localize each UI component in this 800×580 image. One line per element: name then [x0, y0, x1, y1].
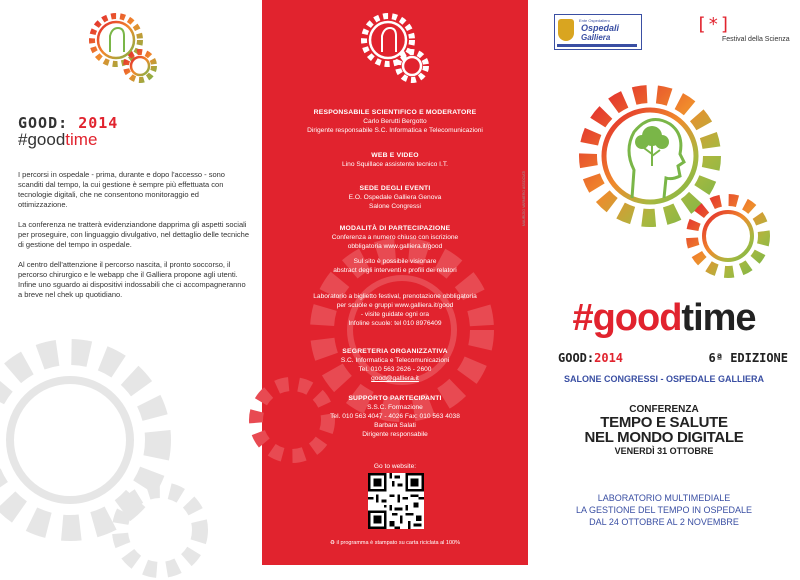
gear-head-illustration-icon — [572, 70, 782, 300]
gear-logo-icon — [354, 6, 434, 86]
intro-paragraph: La conferenza ne tratterà evidenziandone dapprima gli aspetti sociali per proseguire, con linguaggio divulgativo, nel dettaglio delle tecniche di gestione del tempo in ospedale. — [18, 220, 249, 249]
link-galliera-good[interactable]: obbligatoria www.galliera.it/good — [347, 243, 443, 250]
intro-text — [18, 170, 250, 310]
section-segreteria: SEGRETERIA ORGANIZZATIVA S.C. Informatica e Telecomunicazioni Tel. 010 563 2626 - 2600 good@galliera.it — [262, 347, 528, 383]
recycled-paper-note: ♻ il programma è stampato su carta riciclata al 100% — [330, 540, 460, 546]
intro-paragraph: Al centro dell'attenzione il percorso nascita, il pronto soccorso, il percorso chirurgico e le webapp che il Galliera propone agli utenti. Infine uno sguardo ai dispositivi indossabili che ci accompagneranno a breve nel chek up quotidiano. — [18, 260, 246, 299]
section-supporto: SUPPORTO PARTECIPANTI S.S.C. Formazione Tel. 010 563 4047 - 4026 Fax: 010 563 4038 Barbara Salati Dirigente responsabile — [330, 395, 460, 438]
section-web-video: WEB E VIDEO Lino Squillace assistente tecnico I.T. — [342, 152, 448, 168]
crest-icon — [558, 19, 574, 41]
email-link[interactable]: good@galliera.it — [371, 375, 419, 382]
goodtime-title: #goodtime — [572, 297, 756, 339]
right-panel — [522, 0, 800, 565]
goodtime-hashtag: #goodtime — [18, 130, 98, 149]
venue-label: SALONE CONGRESSI - OSPEDALE GALLIERA — [563, 374, 765, 384]
section-sede: SEDE DEGLI EVENTI E.O. Ospedale Galliera Genova Salone Congressi — [348, 185, 442, 210]
section-sito: Sul sito è possibile visionare abstract degli interventi e profili dei relatori — [333, 258, 457, 274]
website-label: Go to website: — [373, 463, 417, 470]
laboratory-block: LABORATORIO MULTIMEDIALE LA GESTIONE DEL TEMPO IN OSPEDALE DAL 24 OTTOBRE AL 2 NOVEMBRE — [575, 493, 753, 527]
section-responsabile: RESPONSABILE SCIENTIFICO E MODERATORE Carlo Berutti Bergotto Dirigente responsabile S.C. Informatica e Telecomunicazioni — [307, 109, 483, 134]
section-modalita: MODALITÀ DI PARTECIPAZIONE Conferenza a numero chiuso con iscrizione obbligatoria www.galliera.it/good — [262, 224, 528, 251]
middle-panel — [262, 0, 528, 565]
conference-block: CONFERENZA TEMPO E SALUTE NEL MONDO DIGITALE VENERDÌ 31 OTTOBRE — [584, 404, 744, 456]
qr-code[interactable] — [368, 473, 424, 529]
decorative-gear-icon — [0, 320, 220, 580]
gear-logo-icon — [82, 6, 162, 86]
intro-paragraph: I percorsi in ospedale - prima, durante e dopo l'accesso - sono scanditi dal tempo, la cui gestione è sempre più effettuata con tecnologie digitali, che ne consentono monitoraggio ed ottimizzazione. — [18, 170, 225, 209]
qr-code-icon — [368, 473, 424, 529]
edition-label: 6ª EDIZIONE — [708, 351, 788, 365]
festival-della-scienza-logo: [*] Festival della Scienza — [696, 14, 790, 43]
good-2014-logo: GOOD: 2014 — [18, 114, 119, 132]
left-panel — [0, 0, 262, 565]
section-laboratorio: Laboratorio a biglietto festival, prenotazione obbligatoria per scuole e gruppi www.galliera.it/good - visite guidate ogni ora Infoline scuole: tel 010 8976409 — [313, 293, 477, 327]
vertical-credit: MAURIZIO VARNIERO ASSOCIATI — [522, 170, 526, 226]
ospedali-galliera-logo: Ente Ospedaliero Ospedali Galliera — [554, 14, 642, 50]
good-2014-logo: GOOD:2014 — [558, 351, 624, 365]
